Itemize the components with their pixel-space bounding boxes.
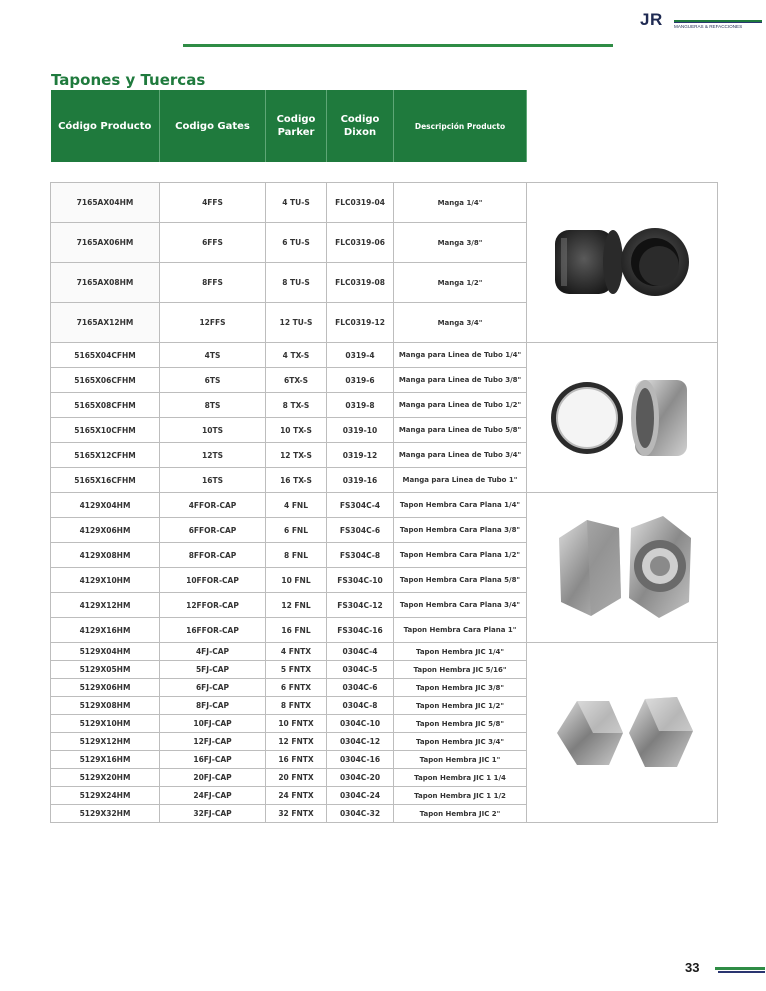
brand-subtitle: MANGUERAS & REFACCIONES — [674, 24, 743, 29]
cell-codigo-parker: 12 FNTX — [266, 733, 327, 751]
cell-codigo-producto: 5129X04HM — [51, 643, 160, 661]
cell-codigo-dixon: FS304C-4 — [327, 493, 394, 518]
cell-codigo-gates: 8FFOR-CAP — [160, 543, 266, 568]
cell-codigo-dixon: 0304C-12 — [327, 733, 394, 751]
header-codigo-gates: Codigo Gates — [160, 90, 266, 162]
cell-codigo-gates: 5FJ-CAP — [160, 661, 266, 679]
cell-codigo-producto: 5129X05HM — [51, 661, 160, 679]
cell-codigo-dixon: 0304C-32 — [327, 805, 394, 823]
cell-descripcion: Tapon Hembra Cara Plana 5/8" — [394, 568, 527, 593]
cell-codigo-gates: 20FJ-CAP — [160, 769, 266, 787]
cell-codigo-producto: 5129X12HM — [51, 733, 160, 751]
cell-codigo-producto: 5165X10CFHM — [51, 418, 160, 443]
cell-codigo-dixon: 0319-6 — [327, 368, 394, 393]
cell-descripcion: Tapon Hembra JIC 1 1/4 — [394, 769, 527, 787]
cell-descripcion: Manga para Linea de Tubo 1/2" — [394, 393, 527, 418]
cell-codigo-gates: 16FJ-CAP — [160, 751, 266, 769]
product-image-sleeve-black-icon — [527, 183, 718, 343]
cell-codigo-parker: 6 TU-S — [266, 223, 327, 263]
cell-codigo-dixon: 0319-4 — [327, 343, 394, 368]
cell-codigo-dixon: FS304C-16 — [327, 618, 394, 643]
cell-codigo-producto: 7165AX06HM — [51, 223, 160, 263]
table-row — [51, 183, 718, 223]
page-number: 33 — [685, 960, 700, 975]
cell-codigo-producto: 4129X10HM — [51, 568, 160, 593]
cell-codigo-gates: 4FFOR-CAP — [160, 493, 266, 518]
cell-codigo-producto: 5129X08HM — [51, 697, 160, 715]
cell-descripcion: Tapon Hembra JIC 1/4" — [394, 643, 527, 661]
cell-codigo-dixon: 0319-16 — [327, 468, 394, 493]
cell-codigo-gates: 4FFS — [160, 183, 266, 223]
cell-codigo-parker: 10 FNTX — [266, 715, 327, 733]
cell-codigo-parker: 8 FNL — [266, 543, 327, 568]
cell-codigo-dixon: 0304C-10 — [327, 715, 394, 733]
cell-codigo-producto: 7165AX04HM — [51, 183, 160, 223]
cell-codigo-gates: 8TS — [160, 393, 266, 418]
header-codigo-parker: Codigo Parker — [266, 90, 327, 162]
cell-codigo-dixon: 0304C-8 — [327, 697, 394, 715]
cell-codigo-gates: 10FFOR-CAP — [160, 568, 266, 593]
cell-codigo-parker: 8 TU-S — [266, 263, 327, 303]
cell-descripcion: Tapon Hembra JIC 5/16" — [394, 661, 527, 679]
cell-descripcion: Manga para Linea de Tubo 1/4" — [394, 343, 527, 368]
cell-codigo-dixon: 0304C-24 — [327, 787, 394, 805]
cell-codigo-dixon: FS304C-12 — [327, 593, 394, 618]
cell-codigo-dixon: FLC0319-06 — [327, 223, 394, 263]
cell-codigo-gates: 10TS — [160, 418, 266, 443]
cell-descripcion: Tapon Hembra Cara Plana 3/4" — [394, 593, 527, 618]
cell-descripcion: Manga 1/4" — [394, 183, 527, 223]
cell-codigo-dixon: FLC0319-04 — [327, 183, 394, 223]
cell-descripcion: Manga 1/2" — [394, 263, 527, 303]
cell-codigo-dixon: FS304C-6 — [327, 518, 394, 543]
cell-codigo-dixon: 0319-8 — [327, 393, 394, 418]
cell-codigo-producto: 5129X16HM — [51, 751, 160, 769]
cell-codigo-parker: 5 FNTX — [266, 661, 327, 679]
header-divider — [183, 44, 613, 47]
cell-codigo-producto: 4129X06HM — [51, 518, 160, 543]
cell-descripcion: Manga para Linea de Tubo 5/8" — [394, 418, 527, 443]
cell-codigo-producto: 4129X04HM — [51, 493, 160, 518]
cell-codigo-gates: 8FJ-CAP — [160, 697, 266, 715]
cell-codigo-parker: 4 FNTX — [266, 643, 327, 661]
cell-descripcion: Tapon Hembra JIC 1/2" — [394, 697, 527, 715]
cell-descripcion: Manga para Linea de Tubo 1" — [394, 468, 527, 493]
cell-codigo-gates: 6FFS — [160, 223, 266, 263]
cell-codigo-producto: 4129X16HM — [51, 618, 160, 643]
header-image-column — [527, 90, 718, 162]
brand-rule-navy — [674, 22, 762, 23]
table-row — [51, 493, 718, 518]
cell-descripcion: Tapon Hembra JIC 1 1/2 — [394, 787, 527, 805]
cell-codigo-dixon: 0319-10 — [327, 418, 394, 443]
page-title: Tapones y Tuercas — [51, 71, 206, 89]
cell-codigo-producto: 5165X04CFHM — [51, 343, 160, 368]
cell-codigo-parker: 6 FNL — [266, 518, 327, 543]
cell-codigo-parker: 32 FNTX — [266, 805, 327, 823]
cell-descripcion: Tapon Hembra JIC 1" — [394, 751, 527, 769]
cell-codigo-gates: 4TS — [160, 343, 266, 368]
cell-codigo-parker: 4 TX-S — [266, 343, 327, 368]
cell-codigo-parker: 16 FNL — [266, 618, 327, 643]
cell-codigo-producto: 4129X12HM — [51, 593, 160, 618]
cell-codigo-producto: 5129X20HM — [51, 769, 160, 787]
cell-codigo-parker: 16 FNTX — [266, 751, 327, 769]
table-row — [51, 643, 718, 661]
cell-codigo-dixon: FS304C-8 — [327, 543, 394, 568]
cell-codigo-dixon: 0304C-16 — [327, 751, 394, 769]
cell-codigo-parker: 20 FNTX — [266, 769, 327, 787]
cell-descripcion: Tapon Hembra JIC 3/4" — [394, 733, 527, 751]
footer-rule-green — [715, 967, 765, 970]
cell-descripcion: Manga para Linea de Tubo 3/4" — [394, 443, 527, 468]
cell-codigo-producto: 5165X06CFHM — [51, 368, 160, 393]
cell-codigo-gates: 12TS — [160, 443, 266, 468]
cell-codigo-gates: 16TS — [160, 468, 266, 493]
cell-codigo-producto: 4129X08HM — [51, 543, 160, 568]
cell-codigo-parker: 24 FNTX — [266, 787, 327, 805]
cell-descripcion: Tapon Hembra Cara Plana 3/8" — [394, 518, 527, 543]
cell-codigo-producto: 5129X32HM — [51, 805, 160, 823]
cell-codigo-dixon: 0319-12 — [327, 443, 394, 468]
cell-codigo-gates: 12FJ-CAP — [160, 733, 266, 751]
cell-codigo-dixon: 0304C-5 — [327, 661, 394, 679]
header-codigo-producto: Código Producto — [51, 90, 160, 162]
cell-codigo-gates: 6TS — [160, 368, 266, 393]
cell-codigo-gates: 10FJ-CAP — [160, 715, 266, 733]
cell-codigo-producto: 5165X08CFHM — [51, 393, 160, 418]
cell-codigo-producto: 5129X10HM — [51, 715, 160, 733]
cell-codigo-parker: 8 FNTX — [266, 697, 327, 715]
table-header-row — [51, 90, 718, 162]
cell-codigo-parker: 12 TU-S — [266, 303, 327, 343]
cell-codigo-producto: 5165X16CFHM — [51, 468, 160, 493]
cell-codigo-parker: 6TX-S — [266, 368, 327, 393]
cell-codigo-parker: 8 TX-S — [266, 393, 327, 418]
cell-descripcion: Tapon Hembra Cara Plana 1" — [394, 618, 527, 643]
brand-logo-text: JR — [640, 10, 663, 29]
cell-codigo-dixon: FS304C-10 — [327, 568, 394, 593]
cell-codigo-gates: 32FJ-CAP — [160, 805, 266, 823]
cell-descripcion: Tapon Hembra JIC 2" — [394, 805, 527, 823]
footer-rule-navy — [718, 971, 765, 973]
cell-descripcion: Manga 3/8" — [394, 223, 527, 263]
cell-codigo-dixon: 0304C-4 — [327, 643, 394, 661]
product-image-hex-cap-flat-icon — [527, 493, 718, 643]
cell-codigo-parker: 12 FNL — [266, 593, 327, 618]
cell-codigo-gates: 24FJ-CAP — [160, 787, 266, 805]
cell-codigo-producto: 5129X24HM — [51, 787, 160, 805]
cell-codigo-gates: 12FFOR-CAP — [160, 593, 266, 618]
table-row — [51, 343, 718, 368]
product-image-hex-cap-jic-icon — [527, 643, 718, 823]
cell-codigo-parker: 6 FNTX — [266, 679, 327, 697]
cell-codigo-gates: 4FJ-CAP — [160, 643, 266, 661]
header-descripcion: Descripción Producto — [394, 90, 527, 162]
cell-codigo-gates: 6FJ-CAP — [160, 679, 266, 697]
table-spacer — [51, 162, 718, 183]
product-image-sleeve-steel-icon — [527, 343, 718, 493]
product-table — [50, 90, 718, 823]
cell-descripcion: Tapon Hembra Cara Plana 1/2" — [394, 543, 527, 568]
cell-codigo-parker: 4 TU-S — [266, 183, 327, 223]
table-body — [51, 162, 718, 823]
cell-codigo-dixon: 0304C-20 — [327, 769, 394, 787]
cell-codigo-dixon: 0304C-6 — [327, 679, 394, 697]
cell-codigo-parker: 10 FNL — [266, 568, 327, 593]
cell-codigo-producto: 7165AX08HM — [51, 263, 160, 303]
cell-codigo-producto: 5165X12CFHM — [51, 443, 160, 468]
cell-descripcion: Manga para Linea de Tubo 3/8" — [394, 368, 527, 393]
header-codigo-dixon: Codigo Dixon — [327, 90, 394, 162]
cell-codigo-producto: 7165AX12HM — [51, 303, 160, 343]
cell-descripcion: Tapon Hembra Cara Plana 1/4" — [394, 493, 527, 518]
cell-codigo-parker: 10 TX-S — [266, 418, 327, 443]
cell-codigo-gates: 12FFS — [160, 303, 266, 343]
cell-codigo-gates: 8FFS — [160, 263, 266, 303]
cell-codigo-producto: 5129X06HM — [51, 679, 160, 697]
cell-codigo-parker: 12 TX-S — [266, 443, 327, 468]
cell-codigo-gates: 16FFOR-CAP — [160, 618, 266, 643]
cell-codigo-parker: 16 TX-S — [266, 468, 327, 493]
cell-codigo-parker: 4 FNL — [266, 493, 327, 518]
cell-descripcion: Tapon Hembra JIC 5/8" — [394, 715, 527, 733]
cell-codigo-gates: 6FFOR-CAP — [160, 518, 266, 543]
cell-descripcion: Tapon Hembra JIC 3/8" — [394, 679, 527, 697]
cell-codigo-dixon: FLC0319-08 — [327, 263, 394, 303]
cell-descripcion: Manga 3/4" — [394, 303, 527, 343]
cell-codigo-dixon: FLC0319-12 — [327, 303, 394, 343]
